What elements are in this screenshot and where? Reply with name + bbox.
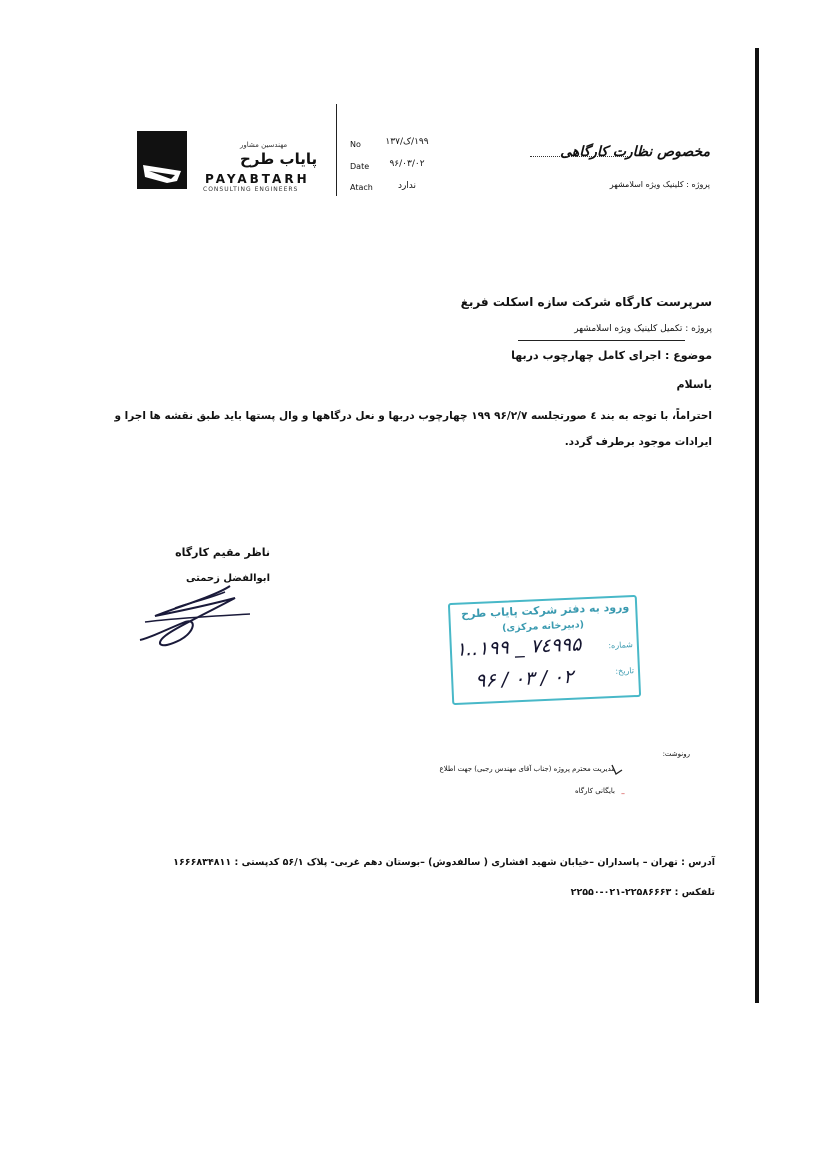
right-margin-rule xyxy=(755,48,759,1003)
letter-body: احتراماً، با توجه به بند ٤ صورتجلسه ۹۶/۲/۷ ۱۹۹ چهارچوب دربها و نعل درگاهها و وال پستها باید طبق نقشه ها اجرا و ایرادات موجود برطرف گردد. xyxy=(114,410,712,448)
meta-date-value: ۹۶/۰۳/۰۲ xyxy=(389,159,425,169)
signer-title: ناظر مقیم کارگاه xyxy=(175,546,270,559)
letter-subject: موضوع : اجرای کامل چهارچوب دربها xyxy=(511,349,712,362)
registry-stamp xyxy=(448,595,641,705)
company-tagline-en: CONSULTING ENGINEERS xyxy=(203,186,299,193)
stamp-date-label: تاریخ: xyxy=(615,666,635,676)
dash-mark-icon: – xyxy=(621,789,625,798)
header-project: پروژه : کلینیک ویژه اسلامشهر xyxy=(609,180,710,189)
footer-address: آدرس : تهران – پاسداران –خیابان شهید افشاری ( سالفدوش) –بوستان دهم غربی- پلاک ۵۶/۱ کدپستی : ۱۶۶۶۸۳۴۸۱۱ xyxy=(173,857,715,868)
special-underline xyxy=(530,156,630,157)
letter-recipient: سرپرست کارگاه شرکت سازه اسکلت فربغ xyxy=(460,295,712,309)
signature-image xyxy=(135,578,255,658)
stamp-number-label: شماره: xyxy=(608,640,634,651)
special-heading: مخصوص نظارت کارگاهی xyxy=(560,144,710,160)
logo-icon xyxy=(137,131,187,189)
footer-telfax: تلفکس : ۲۲۵۸۶۶۶۳-۰۲۱-۲۲۵۵۰ xyxy=(570,887,715,898)
letter-greeting: باسلام xyxy=(676,378,712,391)
cc-label: رونوشت: xyxy=(662,750,690,758)
company-name-fa: پایاب طرح xyxy=(240,150,318,168)
stamp-date: ۹۶ / ۰۳ / ۰۲ xyxy=(474,665,574,693)
project-underline xyxy=(518,340,685,341)
stamp-number: ۱..۱۹۹ _ ۷٤۹۹۵ xyxy=(455,633,582,661)
meta-no-label: No xyxy=(350,140,361,149)
letter-project: پروژه : تکمیل کلینیک ویژه اسلامشهر xyxy=(574,324,712,334)
cc-item: مدیریت محترم پروژه (جناب آقای مهندس رجبی) جهت اطلاع xyxy=(439,765,615,773)
cc-item: بایگانی کارگاه xyxy=(574,787,615,795)
meta-attach-value: ندارد xyxy=(397,181,417,191)
company-name-small: مهندسین مشاور xyxy=(240,141,288,149)
stamp-subtitle: (دبیرخانه مرکزی) xyxy=(501,619,585,634)
meta-no-value: ۱۹۹/ک/۱۳۷ xyxy=(385,137,429,147)
company-logo xyxy=(137,131,187,189)
stamp-title: ورود به دفتر شرکت پایاب طرح xyxy=(460,600,630,621)
meta-attach-label: Atach xyxy=(350,183,373,192)
header-divider xyxy=(336,104,337,196)
company-name-en: PAYABTARH xyxy=(205,172,310,186)
signer-name: ابوالفضل زحمتی xyxy=(186,573,270,584)
meta-date-label: Date xyxy=(350,162,370,171)
